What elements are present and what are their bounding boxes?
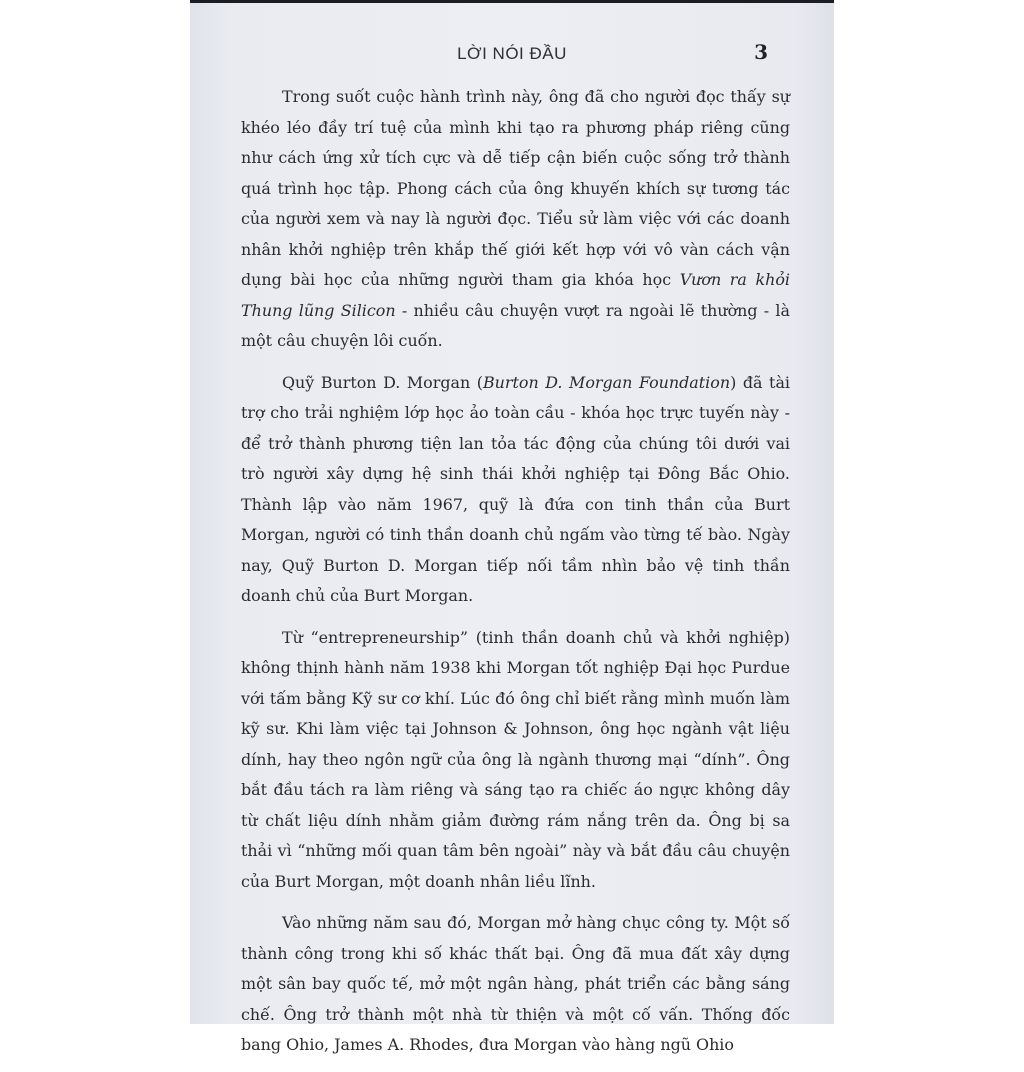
paragraph-2 <box>241 368 790 612</box>
paragraph-2-text-b: ) đã tài trợ cho trải nghiệm lớp học ảo toàn cầu - khóa học trực tuyến này - để trở thành phương tiện lan tỏa tác động của chúng tôi dưới vai trò người xây dựng hệ sinh thái khởi nghiệp tại Đông Bắc Ohio. Thành lập vào năm 1967, quỹ là đứa con tinh thần của Burt Morgan, người có tinh thần doanh chủ ngấm vào từng tế bào. Ngày nay, Quỹ Burton D. Morgan tiếp nối tầm nhìn bảo vệ tinh thần doanh chủ của Burt Morgan. <box>241 372 791 605</box>
page-header <box>190 38 834 72</box>
paragraph-1 <box>241 82 790 357</box>
paragraph-1-book-title: Vươn ra khỏi Thung lũng Silicon <box>241 270 790 320</box>
paragraph-3: Từ “entrepreneurship” (tinh thần doanh chủ và khởi nghiệp) không thịnh hành năm 1938 khi Morgan tốt nghiệp Đại học Purdue với tấm bằng Kỹ sư cơ khí. Lúc đó ông chỉ biết rằng mình muốn làm kỹ sư. Khi làm việc tại Johnson & Johnson, ông học ngành vật liệu dính, hay theo ngôn ngữ của ông là ngành thương mại “dính”. Ông bắt đầu tách ra làm riêng và sáng tạo ra chiếc áo ngực không dây từ chất liệu dính nhằm giảm đường rám nắng trên da. Ông bị sa thải vì “những mối quan tâm bên ngoài” này và bắt đầu câu chuyện của Burt Morgan, một doanh nhân liều lĩnh. <box>241 627 790 891</box>
paragraph-1-text-b: - nhiều câu chuyện vượt ra ngoài lẽ thường - là một câu chuyện lôi cuốn. <box>241 300 790 350</box>
page-number: 3 <box>754 40 768 64</box>
paragraph-1-text-a: Trong suốt cuộc hành trình này, ông đã cho người đọc thấy sự khéo léo đầy trí tuệ của mình khi tạo ra phương pháp riêng cũng như cách ứng xử tích cực và dễ tiếp cận biến cuộc sống trở thành quá trình học tập. Phong cách của ông khuyến khích sự tương tác của người xem và nay là người đọc. Tiểu sử làm việc với các doanh nhân khởi nghiệp trên khắp thế giới kết hợp với vô vàn cách vận dụng bài học của những người tham gia khóa học <box>241 87 790 289</box>
book-page <box>190 0 834 1054</box>
running-title: LỜI NÓI ĐẦU <box>457 44 567 63</box>
paragraph-4: Vào những năm sau đó, Morgan mở hàng chục công ty. Một số thành công trong khi số khác thất bại. Ông đã mua đất xây dựng một sân bay quốc tế, mở một ngân hàng, phát triển các bằng sáng chế. Ông trở thành một nhà từ thiện và một cố vấn. Thống đốc bang Ohio, James A. Rhodes, đưa Morgan vào hàng ngũ Ohio <box>241 913 790 1054</box>
page-body <box>241 82 790 1072</box>
paragraph-2-text-a: Quỹ Burton D. Morgan ( <box>282 372 483 392</box>
paragraph-2-foundation-name: Burton D. Morgan Foundation <box>482 372 731 392</box>
